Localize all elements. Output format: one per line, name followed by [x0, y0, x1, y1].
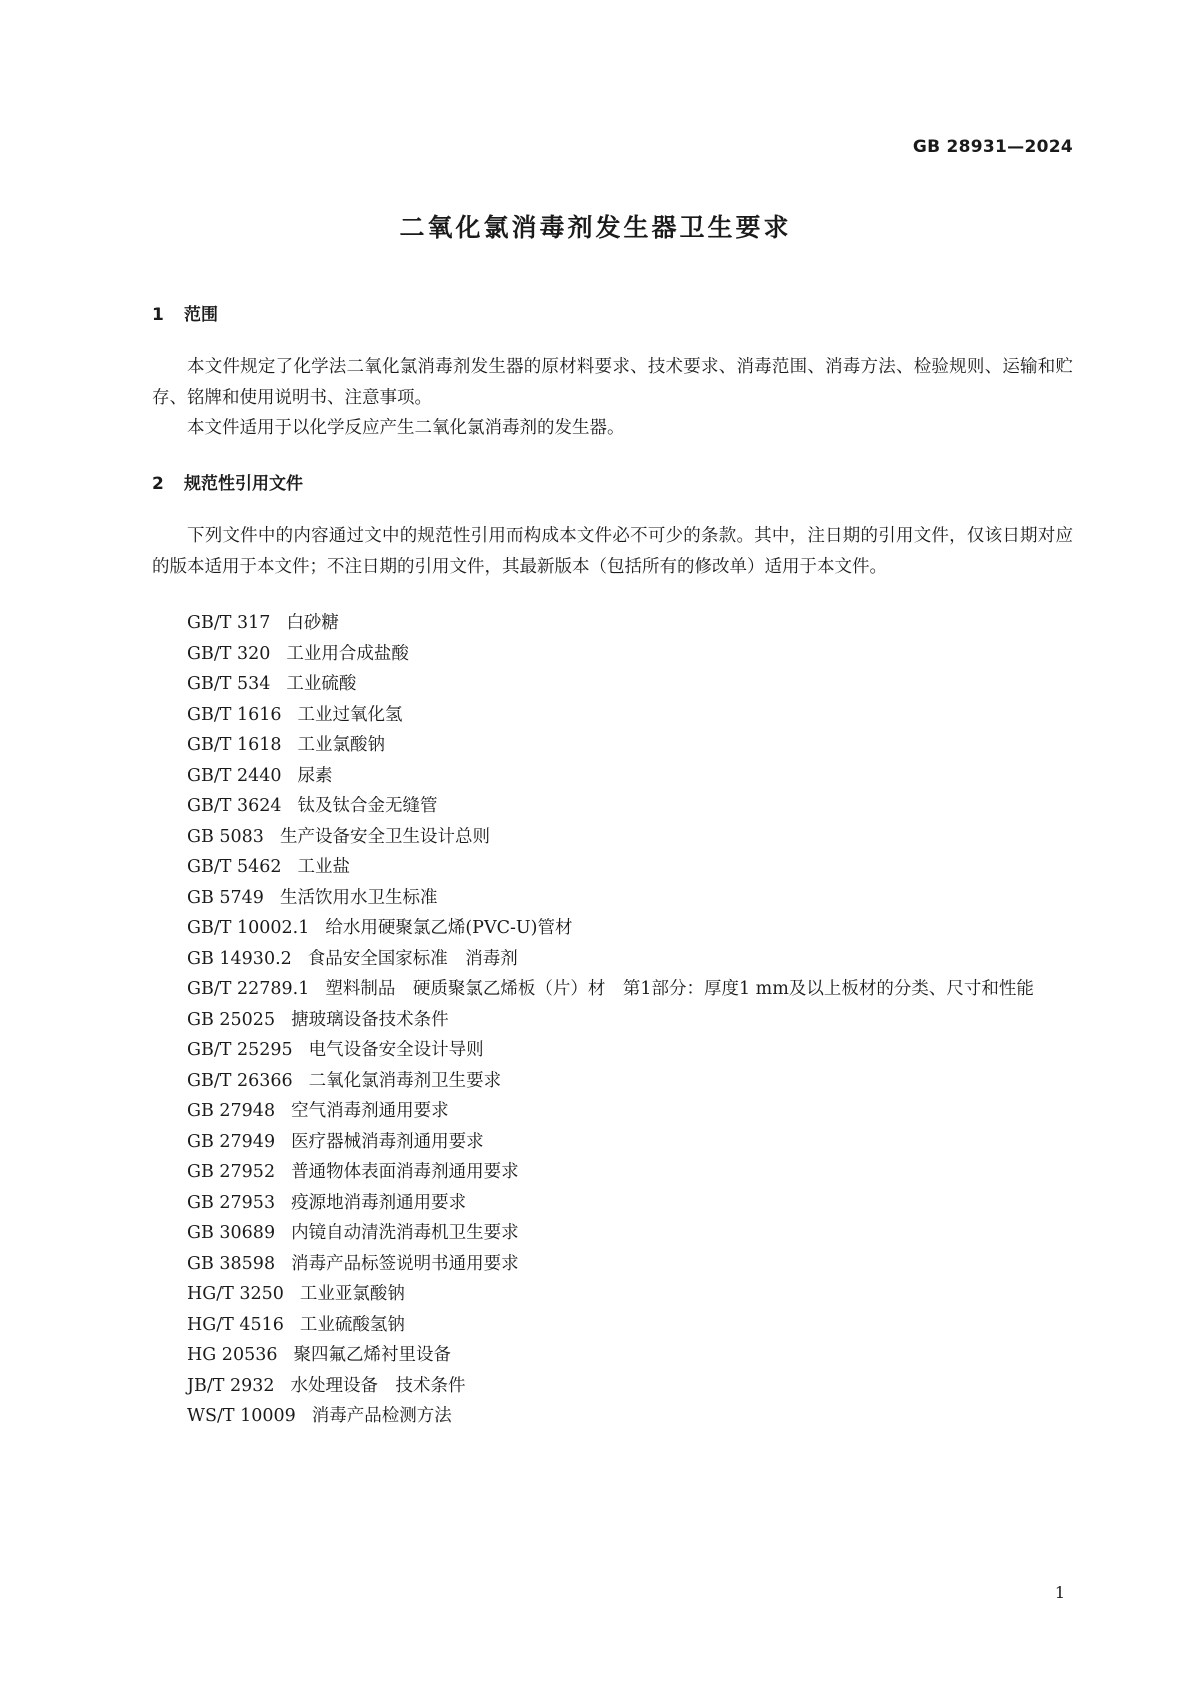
list-item	[152, 852, 1073, 883]
section-2-body	[152, 521, 1073, 582]
list-item	[152, 1005, 1073, 1036]
reference-title: 聚四氟乙烯衬里设备	[293, 1345, 451, 1365]
section-2-heading	[152, 469, 303, 494]
list-item	[152, 1096, 1073, 1127]
reference-title: 钛及钛合金无缝管	[297, 796, 438, 816]
scope-paragraph-2: 本文件适用于以化学反应产生二氧化氯消毒剂的发生器。	[187, 418, 625, 438]
reference-title: 生活饮用水卫生标准	[279, 887, 438, 908]
list-item	[152, 1340, 1073, 1371]
list-item	[152, 791, 1073, 822]
reference-title: 白砂糖	[286, 613, 339, 633]
section-1-title: 范围	[184, 305, 218, 325]
list-item	[152, 730, 1073, 761]
reference-list	[152, 608, 1073, 1432]
reference-code: HG/T 3250	[187, 1284, 284, 1304]
list-item	[152, 883, 1073, 914]
reference-title: 内镜自动清洗消毒机卫生要求	[291, 1223, 519, 1243]
list-item	[152, 974, 1073, 1005]
reference-title: 工业氯酸钠	[297, 735, 386, 755]
list-item	[152, 1066, 1073, 1097]
reference-title: 医疗器械消毒剂通用要求	[291, 1131, 484, 1152]
reference-title: 消毒产品检测方法	[311, 1406, 452, 1426]
reference-title: 工业硫酸氢钠	[299, 1314, 405, 1335]
reference-title: 工业硫酸	[286, 674, 357, 694]
list-item	[152, 761, 1073, 792]
reference-title: 工业盐	[297, 857, 351, 877]
section-1-body	[152, 352, 1073, 444]
reference-title: 消毒产品标签说明书通用要求	[291, 1253, 519, 1274]
reference-code: HG/T 4516	[187, 1314, 284, 1335]
normative-references-intro: 下列文件中的内容通过文中的规范性引用而构成本文件必不可少的条款。其中，注日期的引用文件，仅该日期对应的版本适用于本文件；不注日期的引用文件，其最新版本（包括所有的修改单）适用于本文件。	[152, 526, 1073, 577]
reference-code: JB/T 2932	[187, 1375, 275, 1396]
reference-code: GB/T 534	[187, 674, 271, 694]
section-1-number: 1	[152, 305, 164, 325]
reference-code: GB/T 5462	[187, 857, 282, 877]
list-item	[152, 1279, 1073, 1310]
reference-code: HG 20536	[187, 1345, 278, 1365]
document-number: GB 28931—2024	[912, 137, 1073, 157]
reference-code: GB/T 22789.1	[187, 979, 310, 999]
reference-title: 搪玻璃设备技术条件	[291, 1009, 449, 1030]
reference-title: 尿素	[297, 765, 333, 786]
reference-code: GB/T 26366	[187, 1070, 293, 1091]
section-2-title: 规范性引用文件	[184, 474, 303, 494]
reference-title: 普通物体表面消毒剂通用要求	[291, 1162, 519, 1182]
section-1-heading	[152, 300, 218, 325]
reference-title: 水处理设备 技术条件	[290, 1375, 466, 1396]
list-item	[152, 944, 1073, 975]
list-item	[152, 913, 1073, 944]
reference-code: GB 5083	[187, 826, 264, 847]
reference-code: GB 38598	[187, 1253, 276, 1274]
reference-title: 工业亚氯酸钠	[299, 1284, 405, 1304]
section-2-number: 2	[152, 474, 164, 494]
reference-code: GB/T 3624	[187, 796, 282, 816]
list-item	[152, 1218, 1073, 1249]
list-item	[152, 1371, 1073, 1402]
reference-code: GB 27952	[187, 1162, 276, 1182]
document-title: 二氧化氯消毒剂发生器卫生要求	[399, 213, 792, 242]
reference-code: WS/T 10009	[187, 1406, 296, 1426]
reference-title: 给水用硬聚氯乙烯(PVC-U)管材	[325, 918, 573, 938]
reference-code: GB/T 1616	[187, 704, 282, 725]
reference-title: 空气消毒剂通用要求	[291, 1101, 449, 1121]
scope-paragraph-1: 本文件规定了化学法二氧化氯消毒剂发生器的原材料要求、技术要求、消毒范围、消毒方法、检验规则、运输和贮存、铭牌和使用说明书、注意事项。	[152, 357, 1073, 408]
reference-code: GB/T 25295	[187, 1040, 293, 1060]
reference-code: GB 14930.2	[187, 948, 292, 969]
reference-title: 生产设备安全卫生设计总则	[279, 826, 490, 847]
reference-title: 塑料制品 硬质聚氯乙烯板（片）材 第1部分：厚度1 mm及以上板材的分类、尺寸和性能	[325, 979, 1034, 999]
reference-code: GB 30689	[187, 1223, 276, 1243]
reference-code: GB/T 10002.1	[187, 918, 310, 938]
list-item	[152, 1188, 1073, 1219]
reference-title: 电气设备安全设计导则	[308, 1040, 484, 1060]
reference-code: GB 25025	[187, 1009, 276, 1030]
reference-title: 食品安全国家标准 消毒剂	[307, 948, 518, 969]
reference-code: GB/T 317	[187, 613, 271, 633]
page-number: 1	[1054, 1583, 1065, 1602]
reference-title: 工业用合成盐酸	[286, 643, 409, 664]
reference-title: 疫源地消毒剂通用要求	[291, 1192, 467, 1213]
list-item	[152, 639, 1073, 670]
reference-code: GB 27949	[187, 1131, 276, 1152]
list-item	[152, 1157, 1073, 1188]
reference-title: 工业过氧化氢	[297, 704, 403, 725]
reference-code: GB/T 1618	[187, 735, 282, 755]
list-item	[152, 669, 1073, 700]
reference-code: GB/T 2440	[187, 765, 282, 786]
list-item	[152, 700, 1073, 731]
reference-code: GB 27953	[187, 1192, 276, 1213]
list-item	[152, 1035, 1073, 1066]
list-item	[152, 1401, 1073, 1432]
reference-code: GB 5749	[187, 887, 264, 908]
reference-code: GB 27948	[187, 1101, 276, 1121]
list-item	[152, 1249, 1073, 1280]
list-item	[152, 822, 1073, 853]
list-item	[152, 608, 1073, 639]
list-item	[152, 1310, 1073, 1341]
list-item	[152, 1127, 1073, 1158]
reference-title: 二氧化氯消毒剂卫生要求	[308, 1070, 502, 1091]
reference-code: GB/T 320	[187, 643, 271, 664]
